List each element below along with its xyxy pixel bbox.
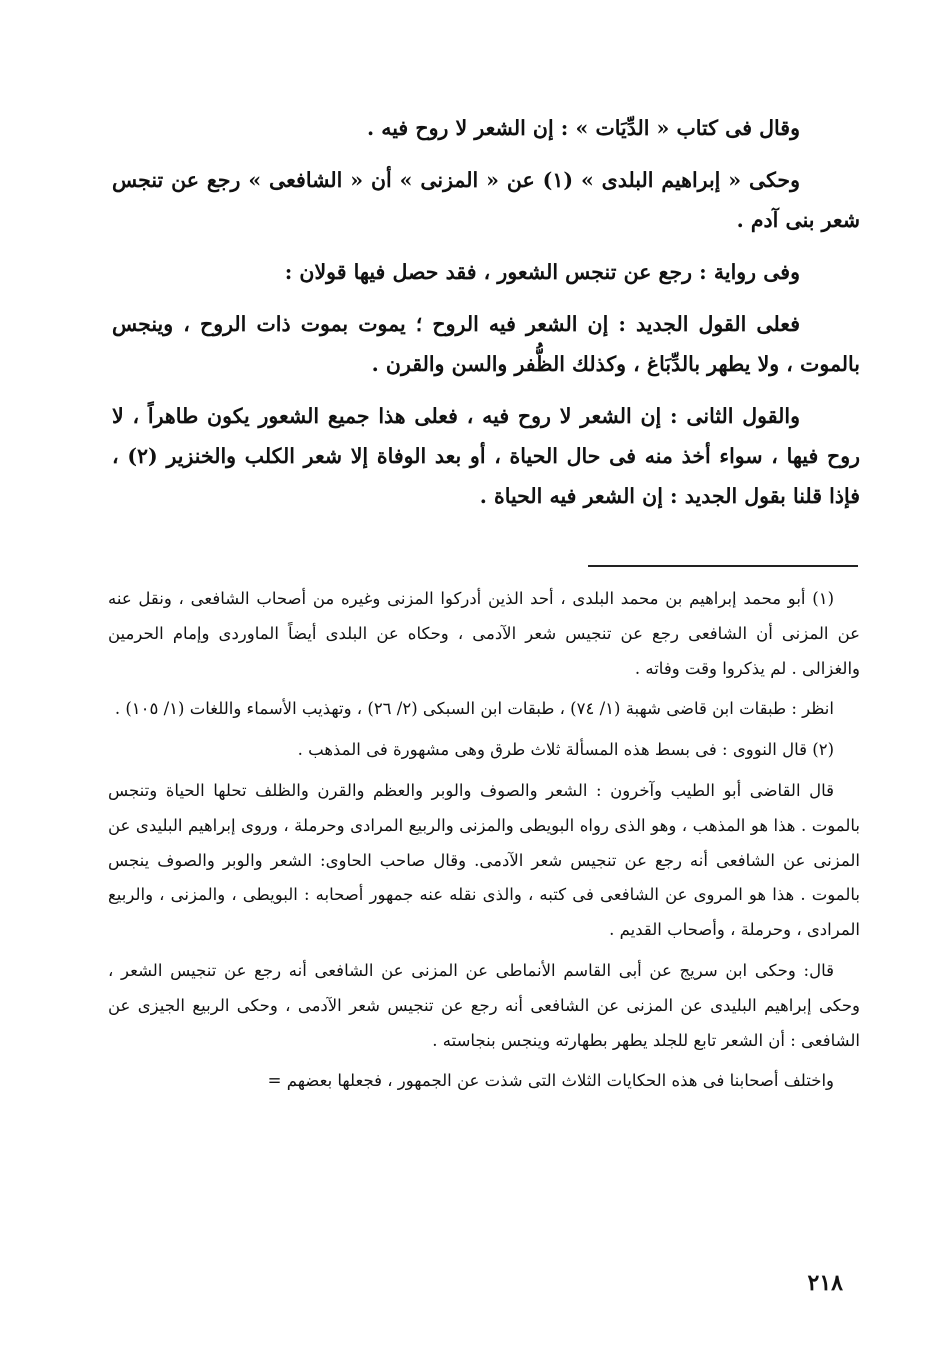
footnote-2-paragraph-4: واختلف أصحابنا فى هذه الحكايات الثلاث التى شذت عن الجمهور ، فجعلها بعضهم = (267, 1071, 834, 1091)
footnote-2-paragraph-3: قال: وحكى ابن سريج عن أبى القاسم الأنماطى عن المزنى عن الشافعى أنه رجع عن تنجيس الشعر ، وحكى إبراهيم البليدى عن المزنى عن الشافعى أنه رجع عن تنجيس شعر الآدمى ، وحكى الربيع الجيزى عن الشافعى : أن الشعر تابع للجلد يطهر بطهارته وينجس بنجاسته . (108, 960, 860, 1050)
paragraph-riwaya: وفى رواية : رجع عن تنجس الشعور ، فقد حصل فيها قولان : (284, 260, 800, 284)
footnotes (108, 582, 860, 1105)
paragraph-ibrahim-baladi: وحكى « إبراهيم البلدى » (١) عن « المزنى » أن « الشافعى » رجع عن تنجس شعر بنى آدم . (112, 168, 860, 232)
paragraph-second-opinion: والقول الثانى : إن الشعر لا روح فيه ، فعلى هذا جميع الشعور يكون طاهراً ، لا روح فيها ، سواء أخذ منه فى حال الحياة ، أو بعد الوفاة إلا شعر الكلب والخنزير (٢) ، فإذا قلنا بقول الجديد : إن الشعر فيه الحياة . (112, 404, 860, 508)
footnote-1: (١) أبو محمد إبراهيم بن محمد البلدى ، أحد الذين أدركوا المزنى وغيره من أصحاب الشافعى ، ونقل عنه عن المزنى أن الشافعى رجع عن تنجيس شعر الآدمى ، وحكاه عن البلدى أيضاً الماوردى وإمام الحرمين والغزالى . لم يذكروا وقت وفاته . (108, 589, 860, 678)
paragraph-new-opinion: فعلى القول الجديد : إن الشعر فيه الروح ؛ يموت بموت ذات الروح ، وينجس بالموت ، ولا يطهر بالدِّبَاغ ، وكذلك الظُّفر والسن والقرن . (112, 312, 860, 376)
main-text (112, 108, 860, 528)
footnote-2-paragraph-2: قال القاضى أبو الطيب وآخرون : الشعر والصوف والوبر والعظم والقرن والظلف تحلها الحياة وتنجس بالموت . هذا هو المذهب ، وهو الذى رواه البويطى والمزنى والربيع المرادى وحرملة ، وروى إبراهيم البليدى عن المزنى عن الشافعى أنه رجع عن تنجيس شعر الآدمى. وقال صاحب الحاوى: الشعر والوبر والصوف ينجس بالموت . هذا هو المروى عن الشافعى فى كتبه ، والذى نقله عنه جمهور أصحابه : البويطى ، والمزنى ، والربيع المرادى ، وحرملة ، وأصحاب القديم . (108, 780, 860, 940)
paragraph-diyat: وقال فى كتاب « الدِّيَات » : إن الشعر لا روح فيه . (366, 116, 800, 140)
footnote-1-references: انظر : طبقات ابن قاضى شهبة (١/ ٧٤) ، طبقات ابن السبكى (٢/ ٢٦) ، وتهذيب الأسماء واللغات (١/ ١٠٥) . (114, 699, 834, 719)
footnote-2: (٢) قال النووى : فى بسط هذه المسألة ثلاث طرق وهى مشهورة فى المذهب . (297, 740, 834, 760)
footnote-separator (588, 565, 858, 567)
page-number: ٢١٨ (807, 1270, 843, 1296)
